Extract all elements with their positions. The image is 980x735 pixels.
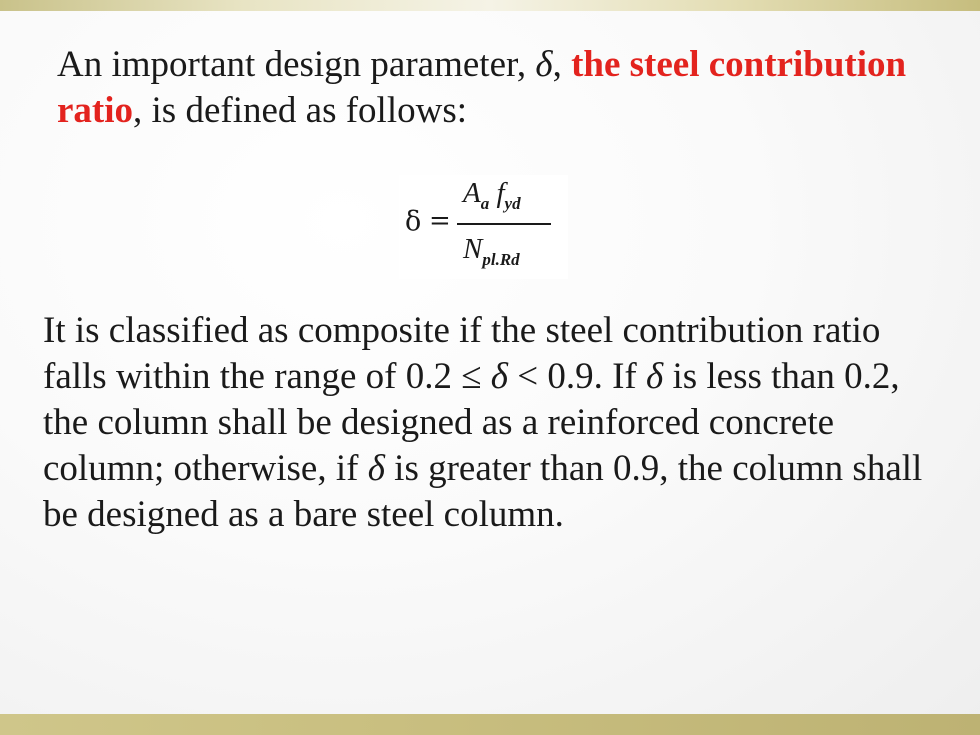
numerator-f: f xyxy=(489,177,505,209)
denominator-n: N xyxy=(463,233,483,265)
denominator-sub: pl.Rd xyxy=(482,250,520,269)
body-text-2: < 0.9. If xyxy=(507,356,646,397)
formula-denominator xyxy=(463,233,520,269)
numerator-sub-yd: yd xyxy=(504,194,521,213)
delta-symbol: δ xyxy=(645,356,664,397)
formula-equals: = xyxy=(429,206,451,236)
numerator-a: A xyxy=(463,177,481,209)
formula-numerator xyxy=(463,177,521,213)
body-text-1: It is classified as composite if the steel contribution ratio falls within the range of 0.2 ≤ xyxy=(43,310,881,397)
intro-text-2: , xyxy=(552,44,572,85)
delta-symbol: δ xyxy=(367,448,385,489)
body-text-4: is greater than 0.9, the column shall be designed as a bare steel column. xyxy=(43,448,923,535)
intro-text-1: An important design parameter, xyxy=(57,44,536,85)
fraction-bar xyxy=(457,223,551,225)
steel-contribution-ratio-term: the steel contribution ratio xyxy=(57,44,907,131)
top-decorative-bar xyxy=(0,0,980,11)
classification-paragraph xyxy=(43,308,953,538)
numerator-sub-a: a xyxy=(480,194,490,213)
formula-image xyxy=(399,175,568,279)
intro-paragraph xyxy=(57,42,937,134)
delta-symbol: δ xyxy=(490,356,508,397)
formula-lhs: δ xyxy=(405,206,422,237)
body-text-3: is less than 0.2, the column shall be designed as a reinforced concrete column; otherwise, if xyxy=(43,356,900,489)
intro-text-3: , is defined as follows: xyxy=(133,90,468,131)
delta-symbol: δ xyxy=(535,44,553,85)
bottom-decorative-bar xyxy=(0,714,980,735)
